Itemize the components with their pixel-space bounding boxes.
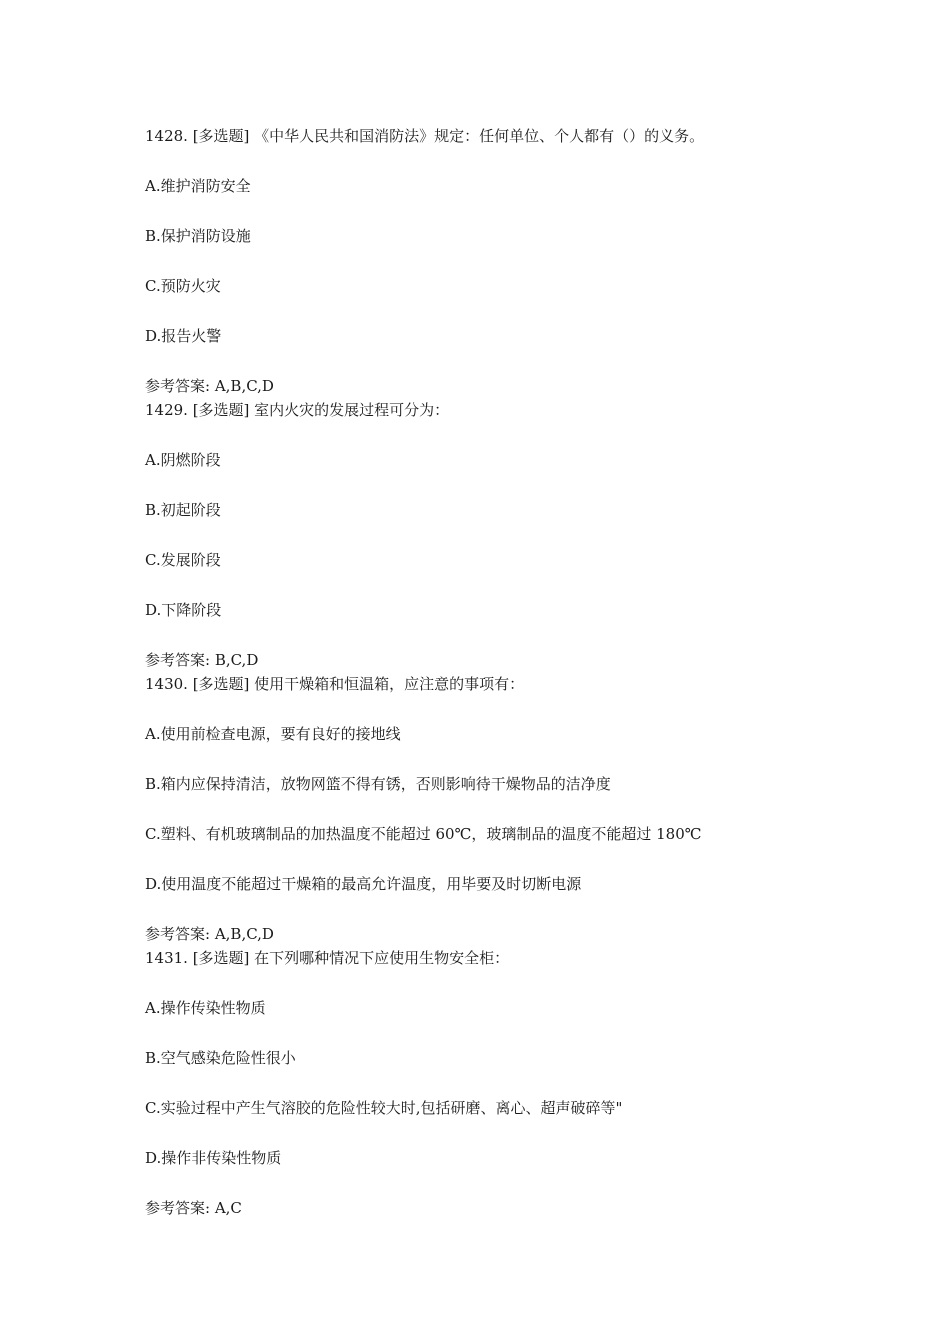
answer-line: 参考答案: A,B,C,D	[145, 925, 274, 943]
answer-line: 参考答案: A,C	[145, 1199, 242, 1217]
answer-line: 参考答案: B,C,D	[145, 651, 259, 669]
option-item: C.发展阶段	[145, 551, 221, 569]
option-item: A.操作传染性物质	[145, 999, 266, 1017]
answer-line: 参考答案: A,B,C,D	[145, 377, 274, 395]
option-item: B.空气感染危险性很小	[145, 1049, 296, 1067]
option-item: D.操作非传染性物质	[145, 1149, 282, 1167]
question-stem: 1431. [多选题] 在下列哪种情况下应使用生物安全柜：	[145, 949, 510, 967]
option-item: A.维护消防安全	[145, 177, 251, 195]
question-stem: 1428. [多选题] 《中华人民共和国消防法》规定：任何单位、个人都有（）的义务。	[145, 127, 705, 145]
question-stem: 1429. [多选题] 室内火灾的发展过程可分为：	[145, 401, 450, 419]
option-item: D.下降阶段	[145, 601, 222, 619]
option-item: A.使用前检查电源，要有良好的接地线	[145, 725, 401, 743]
option-item: A.阴燃阶段	[145, 451, 221, 469]
option-item: B.初起阶段	[145, 501, 221, 519]
option-item: B.保护消防设施	[145, 227, 251, 245]
option-item: D.使用温度不能超过干燥箱的最高允许温度，用毕要及时切断电源	[145, 875, 582, 893]
option-item: D.报告火警	[145, 327, 222, 345]
option-item: B.箱内应保持清洁，放物网篮不得有锈，否则影响待干燥物品的洁净度	[145, 775, 611, 793]
question-stem: 1430. [多选题] 使用干燥箱和恒温箱，应注意的事项有：	[145, 675, 525, 693]
option-item: C.实验过程中产生气溶胶的危险性较大时,包括研磨、离心、超声破碎等"	[145, 1099, 623, 1117]
option-item: C.塑料、有机玻璃制品的加热温度不能超过 60℃，玻璃制品的温度不能超过 180℃	[145, 825, 702, 843]
option-item: C.预防火灾	[145, 277, 221, 295]
